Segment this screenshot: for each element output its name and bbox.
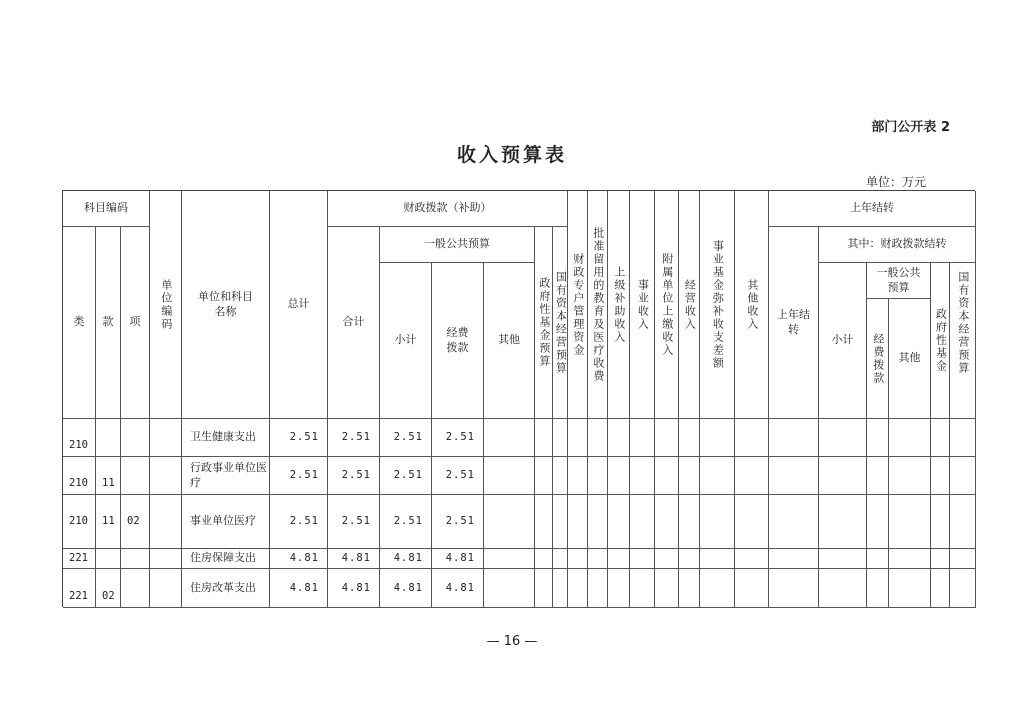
- header-kuan: 款: [96, 227, 121, 419]
- header-general-budget2: 一般公共预算: [867, 263, 931, 299]
- row-3-empty-cell: [568, 549, 588, 569]
- row-3-xiang: [121, 549, 150, 569]
- row-4-empty-cell: [679, 569, 700, 608]
- row-2-empty-cell: [700, 495, 735, 549]
- row-0-empty-cell: [950, 419, 976, 457]
- row-2-name: 事业单位医疗: [182, 495, 270, 549]
- header-total: 总计: [270, 191, 328, 419]
- row-3-empty-cell: [819, 549, 867, 569]
- row-4-empty-cell: [150, 569, 182, 608]
- row-0-empty-cell: [769, 419, 819, 457]
- row-2-empty-cell: [819, 495, 867, 549]
- header-state-capital2: 国有资本经营预算: [950, 227, 976, 419]
- row-4-empty-cell: [735, 569, 769, 608]
- row-3-total: 4.81: [270, 549, 328, 569]
- row-3-empty-cell: [867, 549, 889, 569]
- row-2-empty-cell: [150, 495, 182, 549]
- page-title: 收入预算表: [456, 144, 567, 166]
- header-unit-subject-name: 单位和科目名称: [182, 191, 270, 419]
- row-2-empty-cell: [588, 495, 608, 549]
- row-4-name: 住房改革支出: [182, 569, 270, 608]
- row-4-empty-cell: [630, 569, 655, 608]
- row-3-lei: 221: [63, 549, 96, 569]
- row-4-empty-cell: [819, 569, 867, 608]
- row-4-empty-cell: [553, 569, 568, 608]
- row-0-empty-cell: [867, 419, 889, 457]
- row-4-kuan: 02: [96, 569, 121, 608]
- header-other: 其他: [484, 263, 535, 419]
- header-heji: 合计: [328, 227, 380, 419]
- row-1-empty-cell: [700, 457, 735, 495]
- row-3-heji: 4.81: [328, 549, 380, 569]
- row-4-total: 4.81: [270, 569, 328, 608]
- row-4-empty-cell: [568, 569, 588, 608]
- row-1-empty-cell: [608, 457, 630, 495]
- header-operating-income: 经营收入: [679, 191, 700, 419]
- row-0-empty-cell: [655, 419, 679, 457]
- header-funding2: 经费拨款: [867, 299, 889, 419]
- header-state-capital: 国有资本经营预算: [553, 227, 568, 419]
- header-xiang: 项: [121, 227, 150, 419]
- row-1-total: 2.51: [270, 457, 328, 495]
- row-2-empty-cell: [535, 495, 553, 549]
- row-2-empty-cell: [867, 495, 889, 549]
- row-0-total: 2.51: [270, 419, 328, 457]
- row-2-empty-cell: [735, 495, 769, 549]
- row-3-empty-cell: [484, 549, 535, 569]
- row-4-empty-cell: [889, 569, 931, 608]
- row-2-total: 2.51: [270, 495, 328, 549]
- header-affiliated-income: 附属单位上缴收入: [655, 191, 679, 419]
- unit-label: 单位：万元: [865, 175, 926, 189]
- header-gov-fund: 政府性基金预算: [535, 227, 553, 419]
- row-4-empty-cell: [950, 569, 976, 608]
- row-2-xiang: 02: [121, 495, 150, 549]
- row-4-empty-cell: [700, 569, 735, 608]
- row-0-empty-cell: [679, 419, 700, 457]
- row-2-empty-cell: [484, 495, 535, 549]
- row-4-empty-cell: [608, 569, 630, 608]
- header-gov-fund2: 政府性基金: [931, 263, 950, 419]
- header-carry-over: 上年结转: [769, 191, 976, 227]
- row-0-xiaoji: 2.51: [380, 419, 432, 457]
- header-business-income: 事业收入: [630, 191, 655, 419]
- header-xiaoji: 小计: [380, 263, 432, 419]
- row-1-kuan: 11: [96, 457, 121, 495]
- header-other2: 其他: [889, 299, 931, 419]
- row-1-empty-cell: [553, 457, 568, 495]
- row-1-xiaoji: 2.51: [380, 457, 432, 495]
- row-2-empty-cell: [568, 495, 588, 549]
- row-4-heji: 4.81: [328, 569, 380, 608]
- row-2-heji: 2.51: [328, 495, 380, 549]
- row-1-empty-cell: [535, 457, 553, 495]
- row-0-funding: 2.51: [432, 419, 484, 457]
- row-1-empty-cell: [150, 457, 182, 495]
- row-4-empty-cell: [867, 569, 889, 608]
- row-4-empty-cell: [484, 569, 535, 608]
- row-0-empty-cell: [630, 419, 655, 457]
- header-fiscal-alloc: 财政拨款（补助）: [328, 191, 568, 227]
- row-1-empty-cell: [588, 457, 608, 495]
- header-retained-edu: 批准留用的教育及医疗收费: [588, 191, 608, 419]
- header-general-budget: 一般公共预算: [380, 227, 535, 263]
- row-2-funding: 2.51: [432, 495, 484, 549]
- row-1-empty-cell: [679, 457, 700, 495]
- header-funding: 经费拨款: [432, 263, 484, 419]
- row-0-empty-cell: [535, 419, 553, 457]
- row-3-empty-cell: [553, 549, 568, 569]
- row-2-lei: 210: [63, 495, 96, 549]
- row-1-empty-cell: [819, 457, 867, 495]
- row-1-funding: 2.51: [432, 457, 484, 495]
- row-1-lei: 210: [63, 457, 96, 495]
- row-2-empty-cell: [889, 495, 931, 549]
- row-3-name: 住房保障支出: [182, 549, 270, 569]
- header-subject-code: 科目编码: [63, 191, 150, 227]
- header-lei: 类: [63, 227, 96, 419]
- row-4-lei: 221: [63, 569, 96, 608]
- header-higher-subsidy: 上级补助收入: [608, 191, 630, 419]
- row-3-empty-cell: [950, 549, 976, 569]
- row-2-empty-cell: [655, 495, 679, 549]
- row-0-empty-cell: [931, 419, 950, 457]
- row-0-empty-cell: [735, 419, 769, 457]
- row-1-empty-cell: [568, 457, 588, 495]
- row-3-empty-cell: [679, 549, 700, 569]
- row-2-empty-cell: [553, 495, 568, 549]
- row-1-empty-cell: [735, 457, 769, 495]
- row-3-empty-cell: [735, 549, 769, 569]
- row-1-empty-cell: [655, 457, 679, 495]
- row-1-heji: 2.51: [328, 457, 380, 495]
- row-3-funding: 4.81: [432, 549, 484, 569]
- header-of-which: 其中：财政拨款结转: [819, 227, 976, 263]
- header-carry-over-prev: 上年结转: [769, 227, 819, 419]
- row-2-empty-cell: [679, 495, 700, 549]
- row-3-empty-cell: [700, 549, 735, 569]
- row-4-empty-cell: [769, 569, 819, 608]
- row-0-empty-cell: [700, 419, 735, 457]
- row-2-kuan: 11: [96, 495, 121, 549]
- row-1-empty-cell: [769, 457, 819, 495]
- row-3-empty-cell: [630, 549, 655, 569]
- row-1-empty-cell: [889, 457, 931, 495]
- row-0-lei: 210: [63, 419, 96, 457]
- page-number: — 16 —: [486, 634, 538, 649]
- row-2-empty-cell: [931, 495, 950, 549]
- row-1-name: 行政事业单位医疗: [182, 457, 270, 495]
- row-0-empty-cell: [150, 419, 182, 457]
- row-2-empty-cell: [950, 495, 976, 549]
- row-4-empty-cell: [655, 569, 679, 608]
- row-4-empty-cell: [535, 569, 553, 608]
- row-3-empty-cell: [588, 549, 608, 569]
- row-3-kuan: [96, 549, 121, 569]
- row-4-funding: 4.81: [432, 569, 484, 608]
- row-0-empty-cell: [553, 419, 568, 457]
- header-other-income: 其他收入: [735, 191, 769, 419]
- row-1-empty-cell: [630, 457, 655, 495]
- row-4-xiang: [121, 569, 150, 608]
- row-0-empty-cell: [588, 419, 608, 457]
- row-2-empty-cell: [630, 495, 655, 549]
- row-2-empty-cell: [608, 495, 630, 549]
- header-xiaoji2: 小计: [819, 263, 867, 419]
- row-0-empty-cell: [819, 419, 867, 457]
- budget-table: [62, 190, 975, 607]
- row-3-empty-cell: [889, 549, 931, 569]
- row-4-xiaoji: 4.81: [380, 569, 432, 608]
- row-0-heji: 2.51: [328, 419, 380, 457]
- row-3-empty-cell: [608, 549, 630, 569]
- header-unit-code: 单位编码: [150, 191, 182, 419]
- row-2-xiaoji: 2.51: [380, 495, 432, 549]
- header-fund-make-up: 事业基金弥补收支差额: [700, 191, 735, 419]
- row-0-empty-cell: [568, 419, 588, 457]
- row-0-name: 卫生健康支出: [182, 419, 270, 457]
- row-4-empty-cell: [931, 569, 950, 608]
- row-3-empty-cell: [535, 549, 553, 569]
- row-0-empty-cell: [484, 419, 535, 457]
- row-1-empty-cell: [484, 457, 535, 495]
- row-1-xiang: [121, 457, 150, 495]
- row-0-empty-cell: [608, 419, 630, 457]
- row-0-kuan: [96, 419, 121, 457]
- row-2-empty-cell: [769, 495, 819, 549]
- row-1-empty-cell: [867, 457, 889, 495]
- row-4-empty-cell: [588, 569, 608, 608]
- doc-label: 部门公开表 2: [871, 120, 950, 135]
- header-fiscal-special: 财政专户管理资金: [568, 191, 588, 419]
- row-3-empty-cell: [655, 549, 679, 569]
- row-0-xiang: [121, 419, 150, 457]
- row-1-empty-cell: [950, 457, 976, 495]
- row-3-xiaoji: 4.81: [380, 549, 432, 569]
- row-3-empty-cell: [769, 549, 819, 569]
- row-1-empty-cell: [931, 457, 950, 495]
- row-3-empty-cell: [150, 549, 182, 569]
- row-0-empty-cell: [889, 419, 931, 457]
- row-3-empty-cell: [931, 549, 950, 569]
